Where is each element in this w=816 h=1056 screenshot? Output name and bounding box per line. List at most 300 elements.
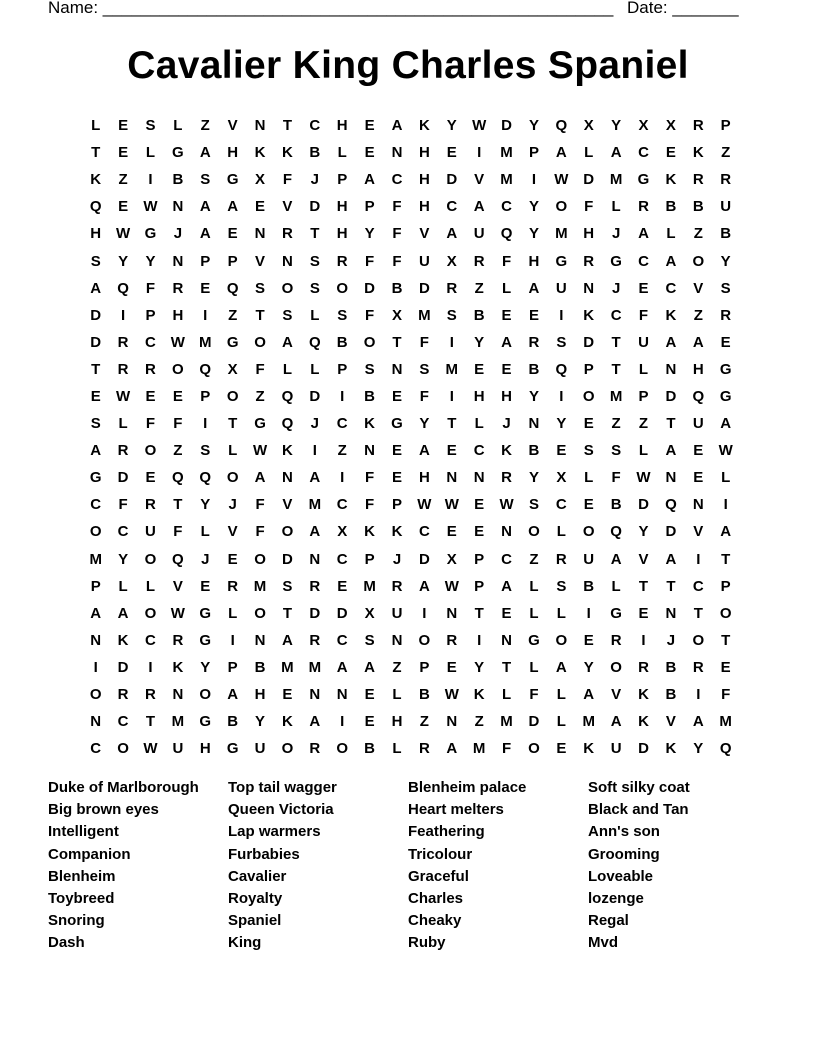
grid-row — [82, 193, 739, 220]
grid-letter: J — [666, 631, 676, 649]
grid-letter: E — [446, 523, 457, 541]
grid-letter: Z — [721, 144, 731, 162]
letter-grid — [82, 112, 739, 762]
grid-letter: P — [227, 252, 238, 270]
word-column — [408, 777, 588, 955]
grid-letter: K — [418, 117, 430, 135]
grid-letter: G — [226, 740, 239, 758]
grid-letter: L — [392, 686, 402, 704]
grid-letter: T — [173, 496, 183, 514]
grid-letter: Q — [692, 387, 705, 405]
grid-letter: O — [226, 469, 239, 487]
grid-letter: K — [638, 686, 649, 704]
grid-letter: P — [528, 144, 539, 162]
grid-letter: R — [117, 333, 129, 351]
name-field-label: Name: ______________________________________________________ — [48, 0, 614, 17]
search-word: Blenheim palace — [408, 779, 527, 796]
grid-letter: E — [693, 469, 704, 487]
grid-letter: R — [117, 686, 129, 704]
grid-letter: C — [555, 496, 567, 514]
grid-letter: H — [418, 171, 430, 189]
grid-row — [82, 247, 739, 274]
grid-letter: F — [145, 415, 156, 433]
grid-letter: I — [422, 604, 427, 622]
grid-letter: W — [116, 387, 131, 405]
grid-letter: E — [364, 686, 375, 704]
grid-letter: B — [364, 387, 376, 405]
grid-letter: T — [310, 225, 320, 243]
grid-letter: G — [528, 631, 540, 649]
grid-letter: Q — [281, 387, 294, 405]
grid-letter: L — [282, 360, 293, 378]
grid-letter: X — [446, 550, 457, 568]
grid-letter: T — [611, 360, 621, 378]
grid-letter: U — [254, 740, 266, 758]
date-field-label: Date: _______ — [627, 0, 739, 17]
grid-letter: L — [200, 523, 210, 541]
grid-letter: C — [309, 117, 321, 135]
grid-letter: P — [337, 171, 348, 189]
grid-letter: I — [696, 550, 701, 568]
grid-letter: A — [528, 279, 540, 297]
grid-letter: R — [692, 171, 704, 189]
grid-row — [82, 708, 739, 735]
grid-letter: I — [148, 658, 153, 676]
grid-letter: A — [199, 144, 211, 162]
grid-letter: K — [665, 740, 677, 758]
search-word: Regal — [588, 912, 629, 930]
grid-letter: L — [721, 469, 731, 487]
grid-letter: A — [638, 225, 649, 243]
grid-letter: K — [391, 523, 403, 541]
grid-letter: N — [364, 442, 376, 460]
grid-letter: S — [419, 360, 430, 378]
grid-letter: D — [282, 550, 293, 568]
grid-letter: J — [173, 225, 183, 243]
grid-letter: G — [610, 252, 622, 270]
grid-letter: L — [337, 144, 347, 162]
grid-letter: R — [145, 360, 156, 378]
grid-letter: W — [170, 604, 185, 622]
grid-row — [82, 437, 739, 464]
grid-letter: X — [556, 469, 567, 487]
grid-letter: A — [282, 333, 293, 351]
grid-letter: S — [528, 496, 539, 514]
grid-letter: Y — [474, 333, 485, 351]
grid-letter: R — [309, 577, 321, 595]
grid-letter: A — [227, 686, 239, 704]
grid-letter: E — [720, 658, 731, 676]
grid-letter: I — [203, 306, 208, 324]
grid-letter: R — [227, 577, 239, 595]
grid-letter: L — [501, 279, 512, 297]
grid-letter: Q — [199, 360, 212, 378]
grid-letter: N — [446, 713, 458, 731]
grid-letter: U — [720, 198, 732, 216]
grid-letter: L — [556, 523, 566, 541]
grid-letter: O — [199, 686, 212, 704]
search-word: Queen Victoria — [228, 801, 334, 819]
grid-letter: F — [282, 171, 293, 189]
grid-letter: Z — [255, 387, 265, 405]
grid-letter: F — [365, 496, 375, 514]
grid-letter: H — [692, 360, 704, 378]
grid-letter: L — [392, 740, 402, 758]
grid-letter: A — [583, 686, 595, 704]
search-word: King — [228, 934, 262, 952]
grid-letter: M — [445, 360, 459, 378]
grid-letter: M — [363, 577, 376, 595]
grid-letter: T — [721, 550, 731, 568]
grid-row — [82, 410, 739, 437]
grid-letter: V — [693, 279, 704, 297]
grid-letter: I — [641, 631, 646, 649]
grid-row — [82, 166, 739, 193]
grid-letter: N — [446, 604, 458, 622]
grid-letter: N — [172, 198, 184, 216]
grid-letter: K — [90, 171, 102, 189]
search-word: Lap warmers — [228, 823, 321, 841]
grid-letter: J — [310, 171, 319, 189]
grid-letter: O — [144, 442, 157, 460]
grid-letter: O — [172, 360, 184, 378]
grid-letter: A — [90, 442, 102, 460]
grid-letter: L — [666, 225, 676, 243]
grid-letter: O — [528, 740, 540, 758]
grid-letter: Q — [665, 496, 677, 514]
grid-letter: S — [583, 442, 594, 460]
grid-letter: O — [582, 387, 595, 405]
grid-letter: F — [365, 306, 375, 324]
grid-letter: L — [556, 686, 566, 704]
grid-letter: U — [391, 604, 403, 622]
grid-letter: L — [228, 442, 238, 460]
grid-letter: R — [610, 631, 622, 649]
grid-letter: A — [309, 713, 321, 731]
grid-row — [82, 220, 739, 247]
grid-letter: R — [583, 252, 595, 270]
grid-letter: A — [610, 550, 622, 568]
grid-letter: R — [638, 198, 649, 216]
grid-letter: D — [638, 496, 649, 514]
grid-letter: F — [501, 740, 512, 758]
grid-letter: M — [500, 713, 513, 731]
grid-letter: O — [610, 658, 622, 676]
grid-letter: Y — [583, 658, 594, 676]
grid-letter: E — [720, 333, 731, 351]
grid-letter: A — [610, 713, 622, 731]
grid-letter: S — [337, 306, 348, 324]
grid-letter: F — [173, 523, 183, 541]
grid-letter: Q — [89, 198, 102, 216]
grid-letter: P — [391, 496, 402, 514]
grid-letter: A — [364, 171, 376, 189]
grid-letter: N — [254, 631, 266, 649]
grid-letter: H — [528, 252, 540, 270]
search-word: Toybreed — [48, 890, 115, 908]
grid-letter: K — [364, 523, 376, 541]
grid-letter: G — [172, 144, 184, 162]
grid-letter: C — [446, 198, 458, 216]
grid-letter: H — [418, 198, 430, 216]
grid-letter: O — [254, 333, 266, 351]
grid-letter: I — [477, 631, 482, 649]
grid-letter: Q — [500, 225, 513, 243]
grid-letter: N — [90, 713, 102, 731]
grid-letter: N — [172, 252, 184, 270]
grid-letter: Y — [528, 387, 539, 405]
grid-letter: E — [364, 144, 375, 162]
grid-letter: W — [252, 442, 268, 460]
grid-letter: O — [555, 198, 568, 216]
grid-letter: U — [638, 333, 649, 351]
grid-letter: A — [692, 333, 704, 351]
grid-letter: E — [227, 225, 238, 243]
grid-letter: Y — [556, 415, 567, 433]
search-word: Ann's son — [588, 823, 660, 841]
grid-letter: C — [501, 550, 512, 568]
grid-letter: S — [309, 252, 320, 270]
grid-letter: Y — [638, 523, 649, 541]
grid-letter: D — [336, 604, 348, 622]
grid-letter: X — [364, 604, 375, 622]
grid-letter: N — [336, 686, 348, 704]
grid-letter: F — [118, 496, 128, 514]
grid-letter: E — [364, 117, 375, 135]
grid-letter: Q — [610, 523, 622, 541]
grid-letter: L — [91, 117, 101, 135]
grid-letter: A — [391, 117, 403, 135]
grid-letter: K — [638, 713, 649, 731]
grid-letter: M — [719, 713, 732, 731]
grid-letter: R — [692, 658, 704, 676]
grid-letter: S — [556, 333, 567, 351]
grid-letter: E — [638, 604, 649, 622]
grid-letter: Y — [528, 469, 539, 487]
grid-letter: N — [282, 252, 293, 270]
grid-letter: V — [665, 713, 676, 731]
grid-letter: R — [172, 279, 184, 297]
grid-letter: O — [363, 333, 376, 351]
grid-row — [82, 600, 739, 627]
grid-letter: R — [172, 631, 184, 649]
grid-letter: Z — [392, 658, 402, 676]
grid-letter: H — [473, 387, 485, 405]
grid-letter: E — [391, 442, 402, 460]
search-word: Graceful — [408, 867, 469, 885]
grid-letter: F — [173, 415, 183, 433]
grid-letter: V — [282, 198, 293, 216]
grid-letter: L — [145, 577, 156, 595]
grid-letter: H — [90, 225, 102, 243]
grid-letter: E — [583, 415, 594, 433]
grid-letter: O — [117, 740, 129, 758]
grid-letter: D — [446, 171, 458, 189]
grid-letter: T — [501, 658, 512, 676]
grid-row — [82, 383, 739, 410]
grid-letter: F — [365, 252, 375, 270]
grid-letter: M — [281, 658, 294, 676]
grid-letter: L — [474, 415, 484, 433]
grid-letter: D — [501, 117, 512, 135]
grid-letter: Z — [529, 550, 539, 568]
grid-letter: C — [665, 279, 677, 297]
grid-letter: C — [336, 550, 348, 568]
grid-letter: W — [143, 740, 158, 758]
grid-letter: D — [309, 604, 321, 622]
search-word: lozenge — [588, 890, 644, 908]
grid-row — [82, 735, 739, 762]
grid-letter: R — [117, 360, 129, 378]
word-column — [588, 777, 768, 955]
grid-letter: K — [282, 713, 293, 731]
grid-letter: V — [227, 117, 238, 135]
grid-letter: K — [583, 306, 595, 324]
grid-letter: A — [446, 225, 458, 243]
grid-letter: B — [665, 686, 677, 704]
grid-letter: W — [170, 333, 185, 351]
grid-letter: I — [531, 171, 537, 189]
grid-letter: C — [117, 713, 129, 731]
grid-letter: Y — [255, 713, 266, 731]
grid-letter: N — [90, 631, 102, 649]
grid-letter: K — [473, 686, 485, 704]
grid-letter: P — [90, 577, 101, 595]
grid-letter: E — [583, 496, 594, 514]
grid-letter: F — [145, 279, 156, 297]
search-word: Snoring — [48, 912, 105, 930]
grid-letter: B — [720, 225, 732, 243]
grid-letter: D — [309, 387, 321, 405]
search-word: Grooming — [588, 845, 660, 863]
grid-letter: P — [638, 387, 649, 405]
grid-letter: L — [529, 604, 539, 622]
search-word: Cavalier — [228, 867, 287, 885]
grid-letter: F — [419, 333, 429, 351]
grid-letter: H — [172, 306, 184, 324]
grid-row — [82, 546, 739, 573]
grid-letter: C — [336, 415, 348, 433]
grid-letter: C — [145, 333, 156, 351]
grid-letter: J — [201, 550, 210, 568]
search-word: Loveable — [588, 867, 654, 885]
grid-letter: A — [117, 604, 129, 622]
grid-letter: L — [584, 469, 594, 487]
grid-letter: M — [89, 550, 102, 568]
grid-letter: Z — [228, 306, 238, 324]
grid-letter: A — [555, 144, 567, 162]
search-word: Big brown eyes — [48, 801, 159, 819]
grid-letter: Q — [555, 117, 568, 135]
grid-letter: E — [556, 740, 567, 758]
grid-letter: Q — [281, 415, 294, 433]
grid-letter: Y — [474, 658, 485, 676]
grid-letter: S — [556, 577, 567, 595]
grid-letter: J — [611, 279, 621, 297]
grid-letter: Q — [226, 279, 239, 297]
grid-letter: O — [528, 523, 540, 541]
grid-letter: A — [501, 577, 512, 595]
grid-letter: B — [309, 144, 321, 162]
search-word: Black and Tan — [588, 801, 689, 819]
grid-letter: V — [282, 496, 293, 514]
search-word: Intelligent — [48, 823, 119, 841]
grid-letter: L — [556, 713, 566, 731]
grid-letter: S — [282, 577, 293, 595]
grid-letter: T — [228, 415, 238, 433]
grid-letter: A — [665, 550, 677, 568]
grid-letter: T — [693, 604, 703, 622]
grid-letter: I — [449, 387, 454, 405]
grid-letter: K — [282, 442, 293, 460]
grid-letter: S — [255, 279, 266, 297]
grid-letter: E — [501, 604, 512, 622]
grid-letter: E — [200, 279, 211, 297]
grid-letter: E — [391, 387, 402, 405]
grid-letter: R — [309, 631, 321, 649]
grid-letter: C — [610, 306, 622, 324]
grid-letter: S — [282, 306, 293, 324]
grid-letter: M — [500, 144, 513, 162]
word-column — [228, 777, 408, 955]
grid-letter: O — [281, 523, 294, 541]
grid-letter: B — [227, 713, 239, 731]
grid-letter: E — [118, 198, 129, 216]
grid-letter: E — [172, 387, 183, 405]
grid-letter: S — [364, 631, 375, 649]
grid-letter: U — [583, 550, 595, 568]
grid-letter: D — [583, 171, 595, 189]
grid-letter: N — [692, 496, 704, 514]
grid-letter: F — [611, 469, 621, 487]
grid-letter: Y — [528, 117, 539, 135]
grid-letter: G — [144, 225, 157, 243]
grid-letter: E — [118, 117, 129, 135]
grid-letter: A — [555, 658, 567, 676]
grid-letter: W — [116, 225, 131, 243]
grid-letter: E — [638, 279, 649, 297]
grid-letter: H — [336, 198, 348, 216]
grid-letter: T — [666, 415, 676, 433]
grid-letter: W — [444, 686, 459, 704]
grid-letter: R — [638, 658, 649, 676]
grid-letter: V — [172, 577, 183, 595]
grid-letter: S — [309, 279, 320, 297]
grid-letter: T — [447, 415, 457, 433]
grid-letter: A — [720, 523, 732, 541]
grid-letter: U — [418, 252, 430, 270]
grid-letter: V — [227, 523, 238, 541]
grid-letter: L — [501, 686, 512, 704]
grid-letter: P — [227, 658, 238, 676]
grid-letter: N — [282, 469, 293, 487]
grid-letter: W — [472, 117, 487, 135]
grid-letter: R — [720, 306, 732, 324]
grid-letter: S — [364, 360, 375, 378]
grid-letter: A — [336, 658, 348, 676]
grid-letter: U — [145, 523, 156, 541]
grid-letter: E — [474, 523, 485, 541]
grid-letter: N — [665, 469, 677, 487]
grid-letter: A — [418, 577, 430, 595]
grid-letter: T — [392, 333, 402, 351]
grid-letter: T — [638, 577, 649, 595]
word-list — [48, 777, 768, 955]
search-word: Blenheim — [48, 867, 116, 885]
grid-letter: M — [582, 713, 595, 731]
grid-letter: W — [444, 577, 459, 595]
search-word: Charles — [408, 890, 464, 908]
